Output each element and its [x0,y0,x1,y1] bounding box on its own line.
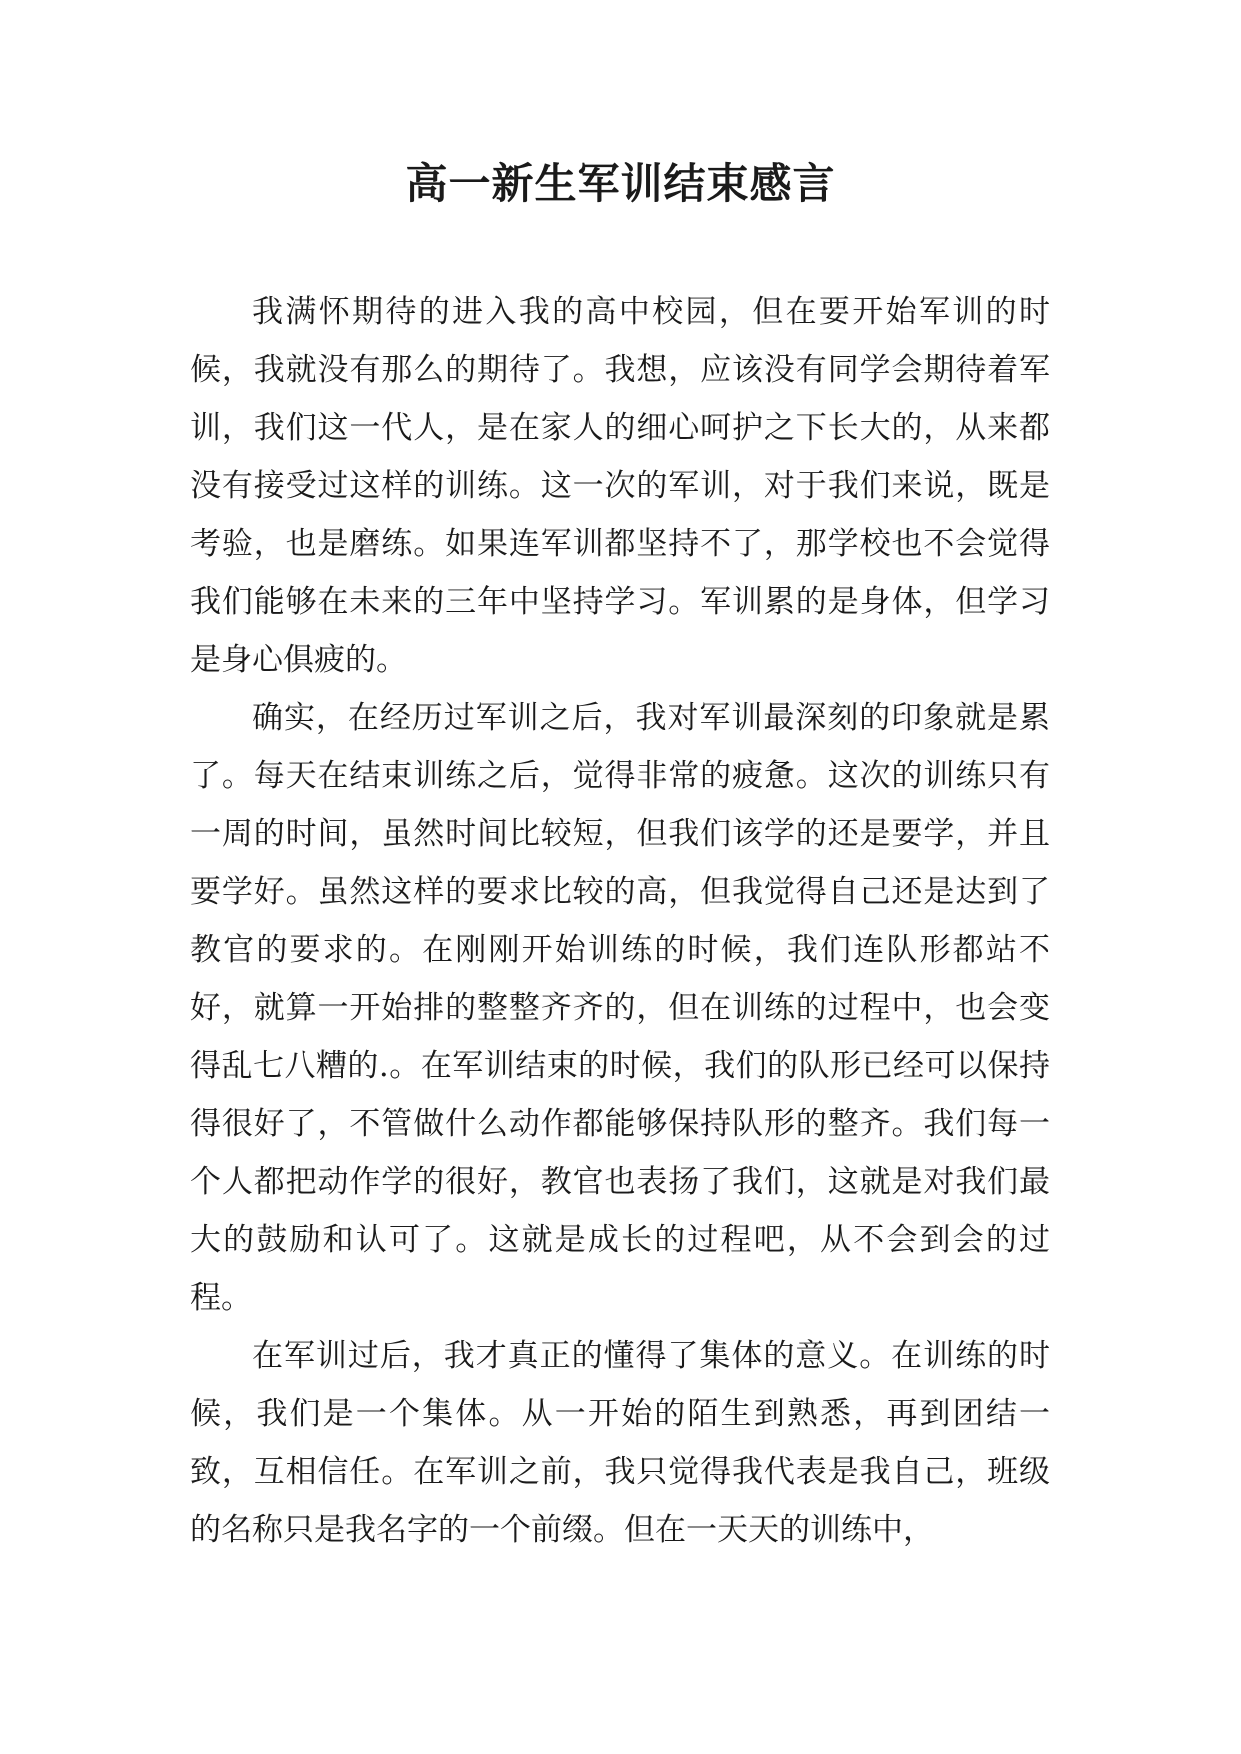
paragraph-1: 我满怀期待的进入我的高中校园，但在要开始军训的时候，我就没有那么的期待了。我想，应该没有同学会期待着军训，我们这一代人，是在家人的细心呵护之下长大的，从来都没有接受过这样的训练。这一次的军训，对于我们来说，既是考验，也是磨练。如果连军训都坚持不了，那学校也不会觉得我们能够在未来的三年中坚持学习。军训累的是身体，但学习是身心俱疲的。 [190,294,1050,678]
document-body [190,283,1050,1559]
document-title: 高一新生军训结束感言 [405,159,836,208]
paragraph-2: 确实，在经历过军训之后，我对军训最深刻的印象就是累了。每天在结束训练之后，觉得非常的疲惫。这次的训练只有一周的时间，虽然时间比较短，但我们该学的还是要学，并且要学好。虽然这样的要求比较的高，但我觉得自己还是达到了教官的要求的。在刚刚开始训练的时候，我们连队形都站不好，就算一开始排的整整齐齐的，但在训练的过程中，也会变得乱七八糟的.。在军训结束的时候，我们的队形已经可以保持得很好了，不管做什么动作都能够保持队形的整齐。我们每一个人都把动作学的很好，教官也表扬了我们，这就是对我们最大的鼓励和认可了。这就是成长的过程吧，从不会到会的过程。 [190,700,1050,1316]
paragraph-3: 在军训过后，我才真正的懂得了集体的意义。在训练的时候，我们是一个集体。从一开始的陌生到熟悉，再到团结一致，互相信任。在军训之前，我只觉得我代表是我自己，班级的名称只是我名字的一个前缀。但在一天天的训练中， [190,1338,1050,1548]
